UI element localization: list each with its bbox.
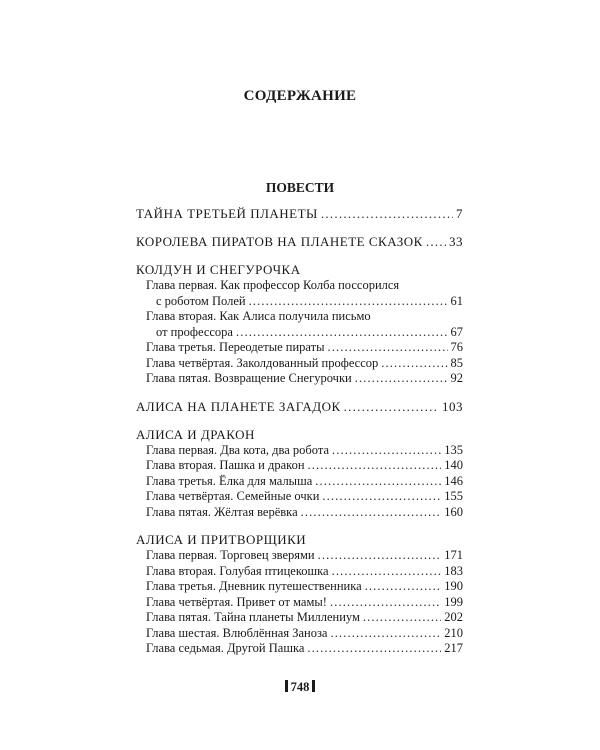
dot-leader xyxy=(322,489,441,505)
toc-chapter-page: 199 xyxy=(444,594,463,609)
toc-chapter[interactable] xyxy=(146,595,463,611)
toc-chapter-title: Глава пятая. Тайна планеты Миллениум xyxy=(146,610,360,624)
dot-leader xyxy=(355,371,448,387)
toc-chapter-page: 146 xyxy=(444,473,463,488)
toc-chapter[interactable] xyxy=(146,278,463,309)
toc-chapter-page: 92 xyxy=(450,371,463,385)
toc-chapter-title: Глава третья. Дневник путешественника xyxy=(146,579,362,593)
toc-chapter-page: 155 xyxy=(444,489,463,503)
dot-leader xyxy=(363,610,441,626)
dot-leader xyxy=(332,564,442,580)
toc-entry-page: 103 xyxy=(442,398,463,414)
chapter-list xyxy=(136,548,463,657)
page-number xyxy=(0,680,600,695)
toc-chapter-title: Глава вторая. Голубая птицекошка xyxy=(146,563,329,578)
toc-chapter-title: Глава шестая. Влюблённая Заноза xyxy=(146,625,328,640)
toc-chapter-title: Глава четвёртая. Заколдованный профессор xyxy=(146,355,379,370)
toc-chapter-page: 76 xyxy=(450,340,463,354)
toc-chapter-page: 171 xyxy=(444,548,463,562)
toc-chapter-page: 160 xyxy=(444,504,463,519)
toc-chapter-title: Глава первая. Как профессор Колба поссорился xyxy=(146,278,400,292)
toc-chapter-page: 190 xyxy=(444,579,463,593)
toc-chapter[interactable] xyxy=(146,458,463,474)
toc-entry[interactable] xyxy=(136,206,463,222)
dot-leader xyxy=(381,356,447,372)
toc-entry-title: ТАЙНА ТРЕТЬЕЙ ПЛАНЕТЫ xyxy=(136,206,318,221)
toc-chapter-title: Глава пятая. Жёлтая верёвка xyxy=(146,504,298,519)
dot-leader xyxy=(426,234,446,250)
story-header: АЛИСА И ДРАКОН xyxy=(136,426,255,442)
dot-leader xyxy=(344,399,439,415)
dot-leader xyxy=(307,641,441,657)
page-number-value: 748 xyxy=(290,680,310,694)
toc-chapter-title: Глава четвёртая. Семейные очки xyxy=(146,489,320,503)
toc-chapter[interactable] xyxy=(146,564,463,580)
toc-chapter-title: Глава третья. Переодетые пираты xyxy=(146,340,325,354)
toc-chapter-page: 61 xyxy=(450,293,463,308)
toc-chapter-page: 183 xyxy=(444,563,463,578)
toc-chapter[interactable] xyxy=(146,371,463,387)
chapter-list xyxy=(136,443,463,521)
toc-chapter-page: 140 xyxy=(444,458,463,472)
dot-leader xyxy=(308,458,442,474)
dot-leader xyxy=(301,505,442,521)
toc-chapter-title: Глава четвёртая. Привет от мамы! xyxy=(146,594,327,609)
toc-chapter-title: Глава вторая. Пашка и дракон xyxy=(146,458,305,472)
dot-leader xyxy=(327,340,447,356)
toc-entry-page: 33 xyxy=(449,234,463,249)
toc-chapter-title: Глава первая. Два кота, два робота xyxy=(146,442,330,457)
toc-chapter-title: Глава первая. Торговец зверями xyxy=(146,548,315,562)
toc-chapter[interactable] xyxy=(146,309,463,340)
toc-chapter-title: Глава третья. Ёлка для малыша xyxy=(146,473,313,488)
toc-chapter-page: 202 xyxy=(444,610,463,624)
toc-chapter-page: 210 xyxy=(444,625,463,640)
toc-entry-title: АЛИСА НА ПЛАНЕТЕ ЗАГАДОК xyxy=(136,398,341,414)
toc-chapter[interactable] xyxy=(146,579,463,595)
toc-chapter[interactable] xyxy=(146,610,463,626)
toc-chapter-title: Глава вторая. Как Алиса получила письмо xyxy=(146,309,371,323)
dot-leader xyxy=(330,626,441,642)
toc-entry-title: КОРОЛЕВА ПИРАТОВ НА ПЛАНЕТЕ СКАЗОК xyxy=(136,234,423,249)
toc-chapter[interactable] xyxy=(146,641,463,657)
toc-chapter-title-cont: от профессора xyxy=(156,324,233,339)
dot-leader xyxy=(365,579,442,595)
dot-leader xyxy=(330,595,441,611)
dot-leader xyxy=(315,474,441,490)
toc-chapter[interactable] xyxy=(146,548,463,564)
toc-chapter[interactable] xyxy=(146,505,463,521)
dot-leader xyxy=(249,294,448,310)
toc-chapter-title: Глава седьмая. Другой Пашка xyxy=(146,641,305,655)
dot-leader xyxy=(332,443,441,459)
story-header: АЛИСА И ПРИТВОРЩИКИ xyxy=(136,532,307,547)
toc-chapter[interactable] xyxy=(146,626,463,642)
dot-leader xyxy=(236,325,448,341)
toc-entry[interactable] xyxy=(136,399,463,415)
toc-chapter-page: 217 xyxy=(444,641,463,655)
toc-chapter[interactable] xyxy=(146,474,463,490)
toc-chapter[interactable] xyxy=(146,489,463,505)
folio-bracket-right xyxy=(312,680,315,692)
section-heading: ПОВЕСТИ xyxy=(265,180,335,195)
toc-chapter-title-cont: с роботом Полей xyxy=(156,293,246,308)
table-of-contents xyxy=(136,206,463,657)
toc-chapter-page: 85 xyxy=(450,355,463,370)
toc-entry[interactable] xyxy=(136,234,463,250)
dot-leader xyxy=(318,548,442,564)
toc-chapter[interactable] xyxy=(146,356,463,372)
dot-leader xyxy=(321,206,453,222)
chapter-list xyxy=(136,278,463,387)
toc-chapter-page: 135 xyxy=(444,442,463,457)
story-header: КОЛДУН И СНЕГУРОЧКА xyxy=(136,262,301,277)
toc-chapter[interactable] xyxy=(146,443,463,459)
toc-entry-page: 7 xyxy=(456,206,463,221)
page-title: СОДЕРЖАНИЕ xyxy=(243,88,357,104)
toc-chapter-title: Глава пятая. Возвращение Снегурочки xyxy=(146,371,352,385)
toc-chapter[interactable] xyxy=(146,340,463,356)
toc-chapter-page: 67 xyxy=(450,324,463,339)
folio-bracket-left xyxy=(285,680,288,692)
